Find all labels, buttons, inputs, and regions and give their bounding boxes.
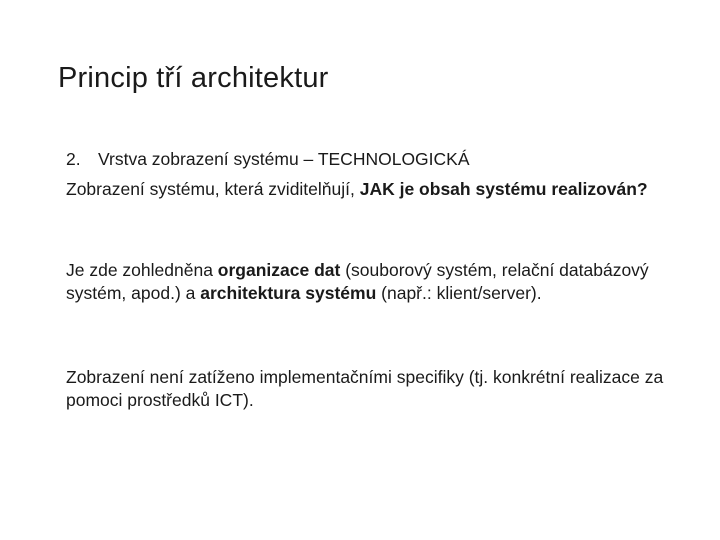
slide-title: Princip tří architektur xyxy=(58,62,329,94)
item-number: 2. xyxy=(66,149,81,169)
paragraph-2-text-c: (např.: klient/server). xyxy=(376,283,542,303)
item-text: Vrstva zobrazení systému – TECHNOLOGICKÁ xyxy=(98,149,470,169)
paragraph-2-text-b: (souborový systém, relační databázový systém, apod.) a xyxy=(66,260,649,303)
paragraph-2 xyxy=(66,259,666,305)
paragraph-1 xyxy=(66,178,666,201)
paragraph-3 xyxy=(66,366,666,412)
paragraph-1-text: Zobrazení systému, která zviditelňují, xyxy=(66,179,360,199)
paragraph-3-text: Zobrazení není zatíženo implementačními specifiky (tj. konkrétní realizace za pomoci prostředků ICT). xyxy=(66,367,664,410)
paragraph-2-bold-b: architektura systému xyxy=(200,283,377,303)
paragraph-1-bold: JAK je obsah systému realizován? xyxy=(359,179,648,199)
paragraph-2-text-a: Je zde zohledněna xyxy=(66,260,218,280)
paragraph-2-bold-a: organizace dat xyxy=(217,260,341,280)
numbered-heading xyxy=(66,149,470,170)
